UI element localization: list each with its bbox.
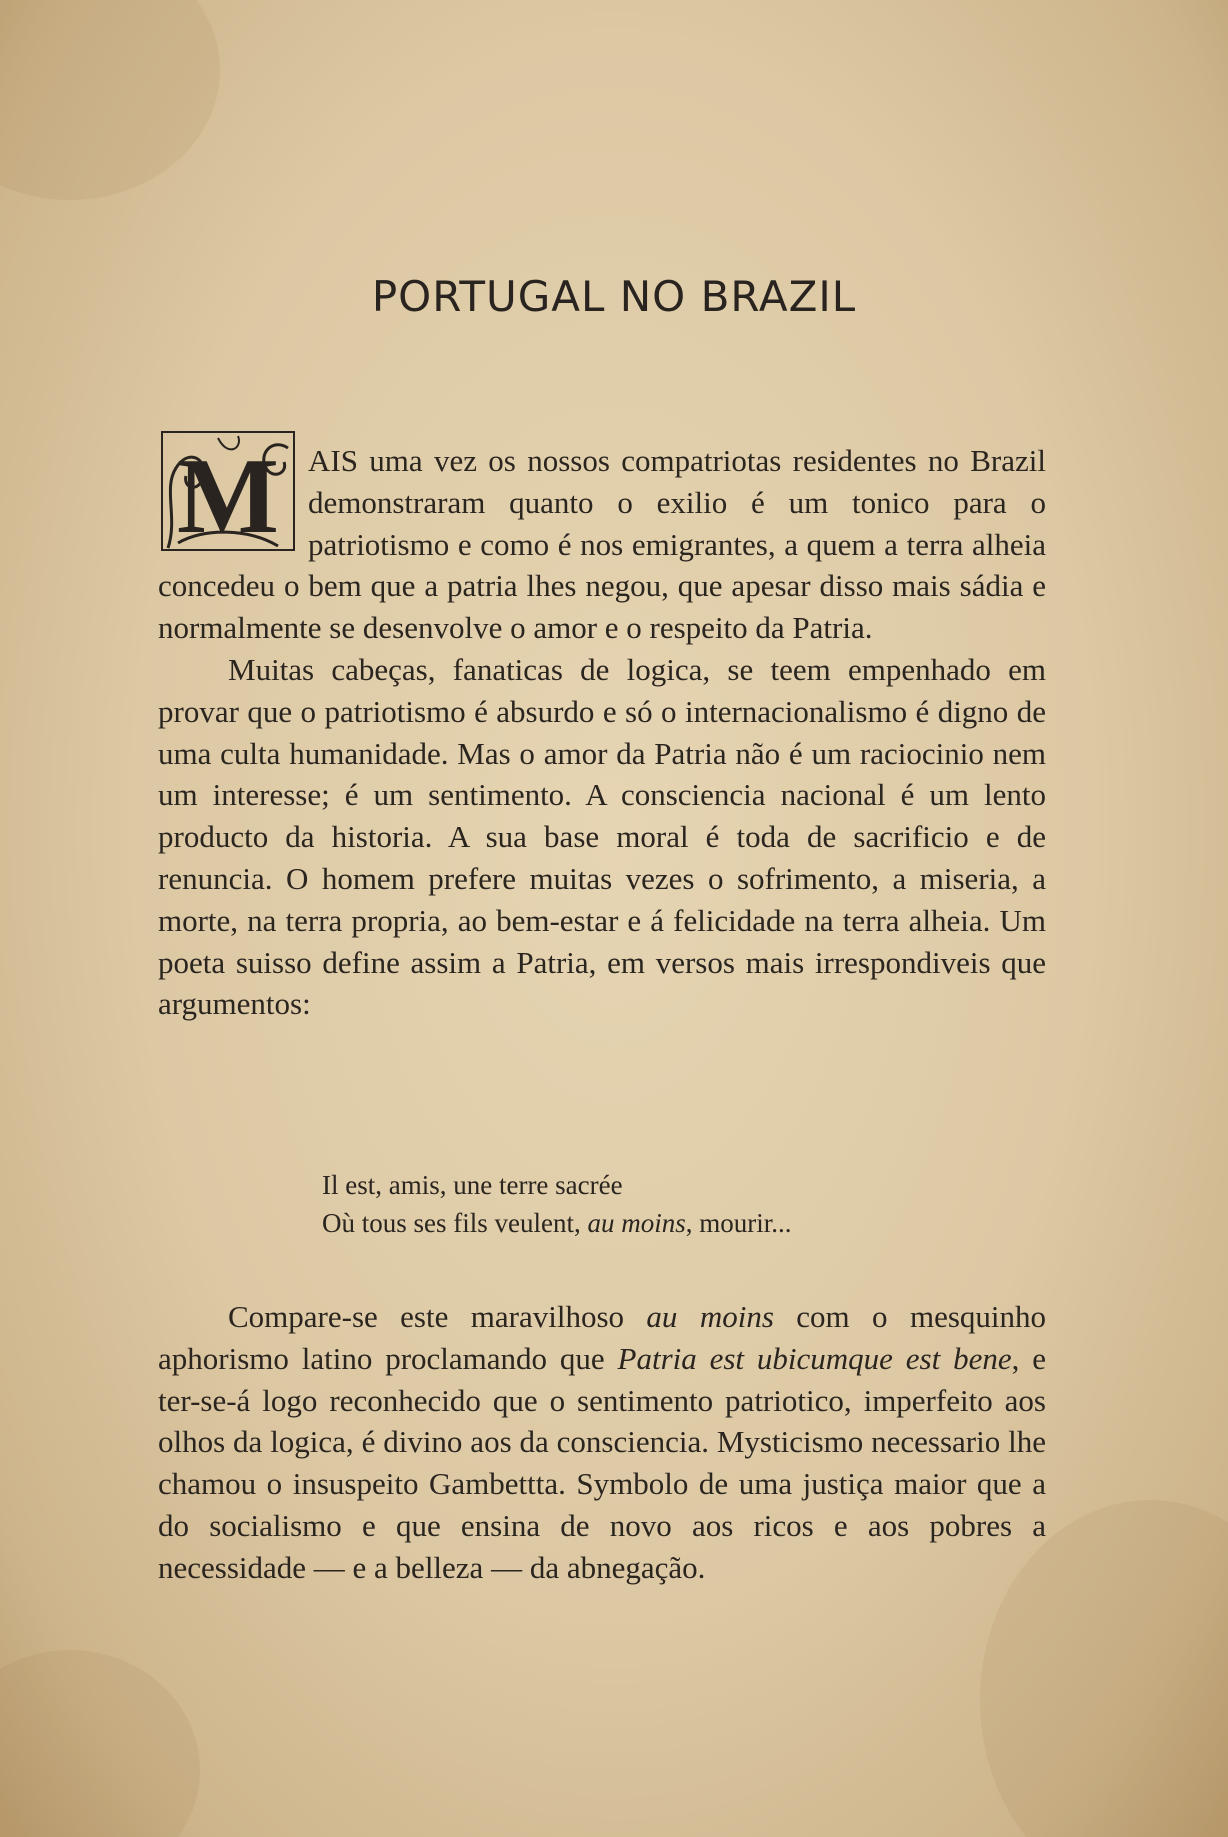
verse-line-2-end: , mourir...: [685, 1208, 792, 1238]
verse-line-2: [322, 1204, 792, 1242]
paragraph-3-part-1: Compare-se este maravilhoso: [228, 1299, 647, 1334]
paragraph-3-part-3: , e ter-se-á logo reconhecido que o sentimento patriotico, imperfeito aos olhos da logica, é divino aos da consciencia. Mysticismo necessario lhe chamou o insuspeito Gambettta. Symbolo de uma justiça maior que a do socialismo e que ensina de novo aos ricos e aos pobres a necessidade — e a belleza — da abnegação.: [158, 1340, 1046, 1585]
drop-cap-letter: M: [177, 437, 279, 554]
paragraph-3: [158, 1296, 1046, 1589]
opening-paragraphs: [158, 437, 1046, 1025]
paragraph-2: Muitas cabeças, fanaticas de logica, se teem empenhado em provar que o patriotismo é absurdo e só o internacionalismo é digno de uma culta humanidade. Mas o amor da Patria não é um raciocinio nem um interesse; é um sentimento. A consciencia nacional é um lento producto da historia. A sua base moral é toda de sacrificio e de renuncia. O homem prefere muitas vezes o sofrimento, a miseria, a morte, na terra propria, ao bem-estar e á felicidade na terra alheia. Um poeta suisso define assim a Patria, em versos mais irrespondiveis que argumentos:: [158, 651, 1046, 1022]
paragraph-3-emphasis-2: Patria est ubicumque est bene: [617, 1340, 1012, 1376]
paper-stain: [0, 1650, 200, 1837]
paragraph-3-emphasis-1: au moins: [646, 1299, 774, 1334]
paragraph-1: AIS uma vez os nossos compatriotas residentes no Brazil demonstraram quanto o exilio é um tonico para o patriotismo e como é nos emigrantes, a quem a terra alheia concedeu o bem que a patria lhes negou, que apesar disso mais sádia e normalmente se desenvolve o amor e o respeito da Patria.: [158, 443, 1046, 646]
chapter-title: PORTUGAL NO BRAZIL: [371, 272, 857, 321]
ornamental-drop-cap: [158, 428, 298, 554]
paper-stain: [0, 0, 220, 200]
verse-quote: [322, 1166, 792, 1242]
paragraph-3-part-2: com o mesquinho aphorismo latino proclamando que: [158, 1299, 1047, 1376]
verse-line-1: Il est, amis, une terre sacrée: [322, 1170, 623, 1200]
verse-line-2-start: Où tous ses fils veulent,: [322, 1208, 588, 1238]
verse-line-2-emphasis: au moins: [587, 1208, 686, 1238]
